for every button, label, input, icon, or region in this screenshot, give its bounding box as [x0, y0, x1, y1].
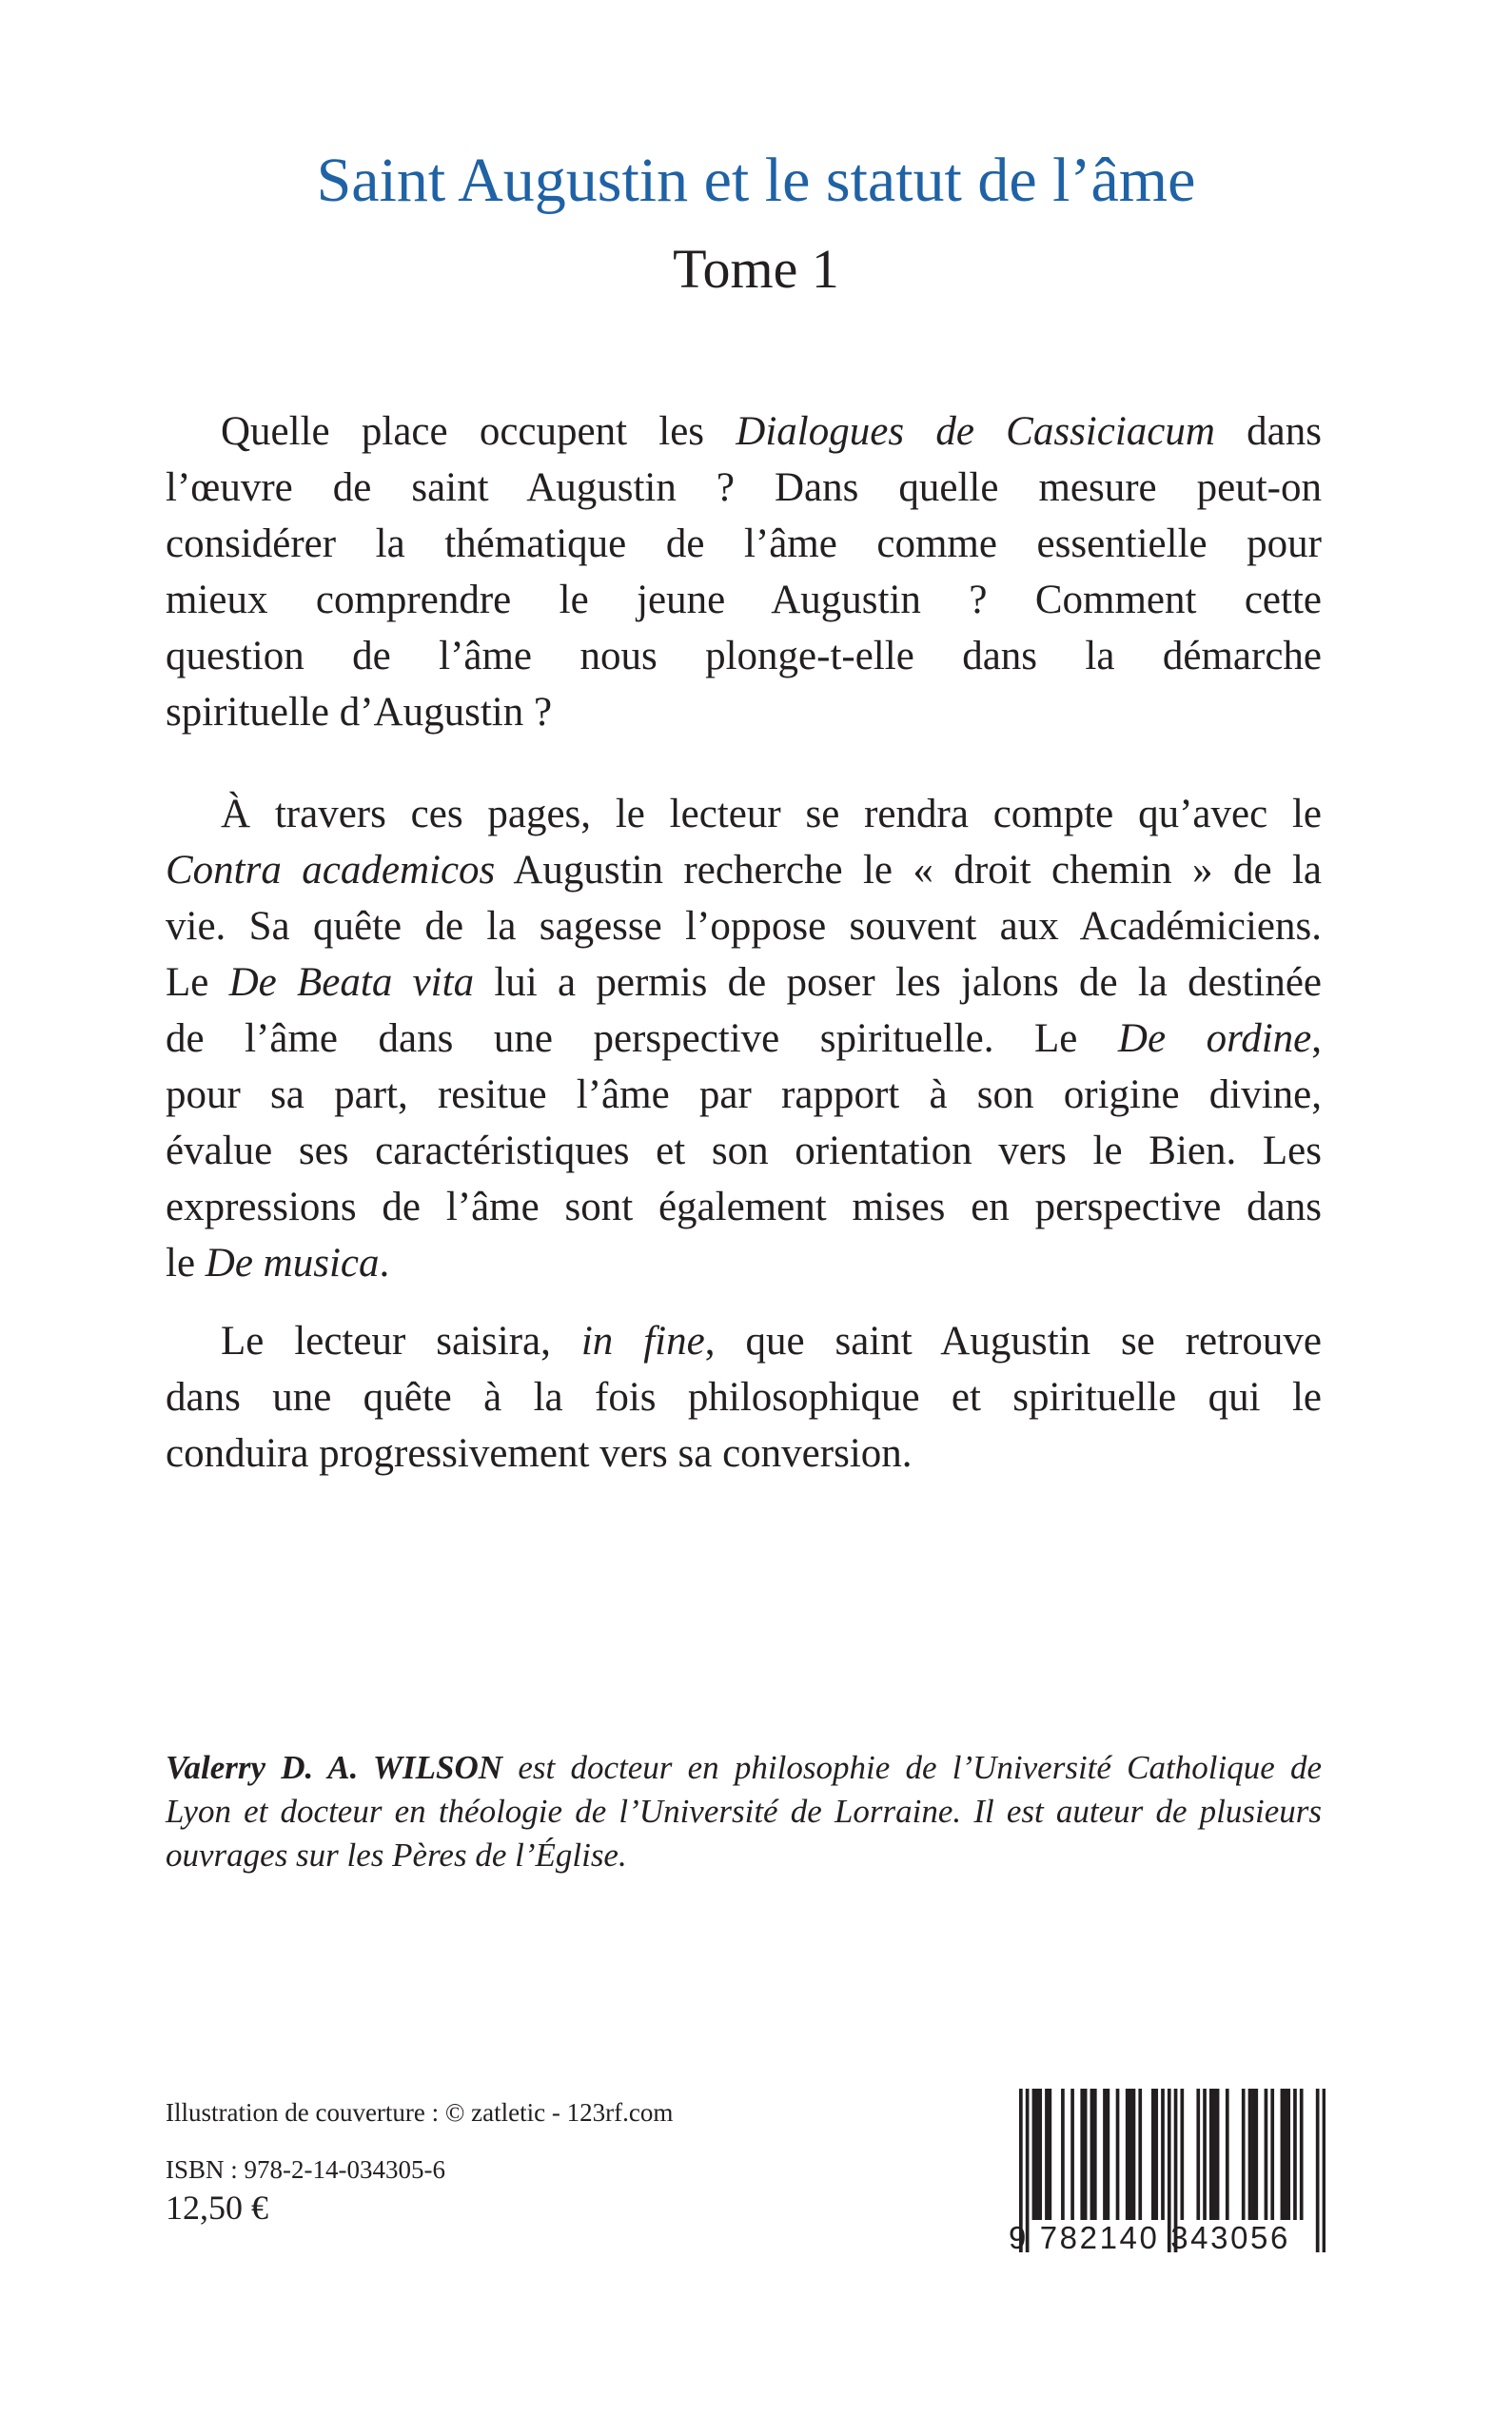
- text-run: ouvrages sur les Pères de l’Église.: [166, 1837, 627, 1874]
- blurb-paragraph-2: [166, 786, 1322, 1291]
- barcode-bar: [1242, 2089, 1246, 2220]
- barcode-bar: [1161, 2089, 1165, 2220]
- italic-run: Dialogues de Cassiciacum: [736, 409, 1215, 454]
- barcode-bar: [1251, 2089, 1255, 2220]
- text-run: est docteur en philosophie de l’Université Catholique de: [502, 1749, 1323, 1786]
- text-run: spirituelle d’Augustin ?: [166, 690, 553, 735]
- text-line: [166, 628, 1322, 684]
- text-line: [166, 1179, 1322, 1235]
- text-line: [166, 786, 1322, 842]
- barcode-bar: [1116, 2089, 1120, 2220]
- text-line: [166, 842, 1322, 898]
- barcode-bar: [1154, 2089, 1158, 2220]
- barcode-bar: [1284, 2089, 1287, 2220]
- price: 12,50 €: [166, 2189, 268, 2227]
- barcode-bar: [1180, 2089, 1184, 2220]
- text-line: [166, 572, 1322, 628]
- text-run: de l’âme dans une perspective spirituelle. Le: [166, 1016, 1118, 1061]
- text-line: [166, 1746, 1322, 1790]
- text-line: [166, 954, 1322, 1011]
- text-run: Quelle place occupent les: [221, 409, 736, 454]
- author-bio: [166, 1746, 1322, 1877]
- author-name: Valerry D. A. WILSON: [166, 1749, 503, 1786]
- barcode-bar: [1212, 2089, 1216, 2220]
- barcode-bar: [1080, 2089, 1084, 2220]
- text-run: vie. Sa quête de la sagesse l’oppose souvent aux Académiciens.: [166, 904, 1322, 949]
- barcode-bar: [1254, 2089, 1258, 2220]
- text-run: mieux comprendre le jeune Augustin ? Comment cette: [166, 578, 1322, 622]
- barcode-bar: [1090, 2089, 1094, 2220]
- text-line: [166, 1834, 1322, 1877]
- barcode-bar: [1061, 2089, 1065, 2220]
- text-run: conduira progressivement vers sa conversion.: [166, 1431, 913, 1476]
- barcode-bar: [1216, 2089, 1220, 2220]
- text-run: Augustin recherche le « droit chemin » de la: [495, 848, 1322, 893]
- barcode-bar: [1209, 2089, 1213, 2220]
- barcode-bar: [1196, 2089, 1200, 2220]
- barcode-bar: [1103, 2089, 1107, 2220]
- text-run: considérer la thématique de l’âme comme essentielle pour: [166, 521, 1322, 566]
- text-line: [166, 1067, 1322, 1123]
- text-run: question de l’âme nous plonge-t-elle dans la démarche: [166, 634, 1322, 678]
- text-run: dans une quête à la fois philosophique et spirituelle qui le: [166, 1375, 1322, 1420]
- barcode-bar: [1248, 2089, 1252, 2220]
- barcode-bar: [1281, 2089, 1285, 2220]
- blurb-paragraph-3: [166, 1313, 1322, 1482]
- barcode-bar: [1049, 2089, 1052, 2220]
- text-run: l’œuvre de saint Augustin ? Dans quelle mesure peut-on: [166, 465, 1322, 510]
- text-line: [166, 898, 1322, 954]
- barcode-bar: [1300, 2089, 1304, 2220]
- barcode-bar: [1035, 2089, 1039, 2220]
- text-line: [166, 1313, 1322, 1369]
- text-run: dans: [1214, 409, 1322, 454]
- text-line: [166, 1425, 1322, 1482]
- barcode-bar: [1132, 2089, 1136, 2220]
- italic-run: De ordine: [1117, 1016, 1312, 1061]
- text-line: [166, 684, 1322, 740]
- text-run: Le: [166, 960, 229, 1005]
- barcode-bar: [1126, 2089, 1129, 2220]
- text-run: Lyon et docteur en théologie de l’Université de Lorraine. Il est auteur de plusieurs: [166, 1793, 1322, 1830]
- barcode-bar: [1151, 2089, 1155, 2220]
- text-line: [166, 403, 1322, 460]
- barcode-bar: [1070, 2089, 1074, 2220]
- barcode-bar: [1265, 2089, 1268, 2220]
- barcode-digits: 9 782140 343056: [1009, 2220, 1290, 2255]
- text-line: [166, 1123, 1322, 1179]
- text-run: , que saint Augustin se retrouve: [704, 1319, 1322, 1364]
- barcode-bar: [1045, 2089, 1049, 2220]
- text-run: Le lecteur saisira,: [221, 1319, 581, 1364]
- barcode-bar: [1032, 2089, 1036, 2220]
- barcode-bar: [1138, 2089, 1142, 2220]
- text-line: [166, 1369, 1322, 1425]
- text-line: [166, 1235, 1322, 1291]
- text-run: expressions de l’âme sont également mises en perspective dans: [166, 1185, 1322, 1229]
- text-run: pour sa part, resitue l’âme par rapport à son origine divine,: [166, 1072, 1322, 1117]
- barcode-bar: [1286, 2089, 1290, 2220]
- barcode-bar: [1270, 2089, 1274, 2220]
- italic-run: in fine: [580, 1319, 705, 1364]
- volume-label: Tome 1: [673, 238, 839, 300]
- barcode-bar: [1038, 2089, 1042, 2220]
- text-line: [166, 516, 1322, 572]
- text-run: le: [166, 1241, 206, 1286]
- barcode-bar: [1129, 2089, 1132, 2220]
- text-run: évalue ses caractéristiques et son orientation vers le Bien. Les: [166, 1129, 1322, 1173]
- text-line: [166, 460, 1322, 516]
- barcode-bar: [1293, 2089, 1297, 2220]
- isbn: ISBN : 978-2-14-034305-6: [166, 2155, 445, 2184]
- text-line: [166, 1790, 1322, 1834]
- text-run: .: [379, 1241, 390, 1286]
- blurb-paragraph-1: [166, 403, 1322, 740]
- text-run: lui a permis de poser les jalons de la destinée: [474, 960, 1323, 1005]
- book-title: Saint Augustin et le statut de l’âme: [316, 146, 1196, 215]
- barcode-bar: [1203, 2089, 1207, 2220]
- barcode-bar: [1084, 2089, 1088, 2220]
- text-line: [166, 1011, 1322, 1067]
- barcode-bar: [1107, 2089, 1110, 2220]
- text-run: À travers ces pages, le lecteur se rendra compte qu’avec le: [221, 792, 1322, 836]
- text-run: ,: [1311, 1016, 1322, 1061]
- cover-credit: Illustration de couverture : © zatletic - 123rf.com: [166, 2098, 674, 2127]
- barcode-bar: [1226, 2089, 1229, 2220]
- barcode-bar: [1093, 2089, 1097, 2220]
- italic-run: De Beata vita: [228, 960, 475, 1005]
- italic-run: De musica: [205, 1241, 380, 1286]
- italic-run: Contra academicos: [166, 848, 496, 893]
